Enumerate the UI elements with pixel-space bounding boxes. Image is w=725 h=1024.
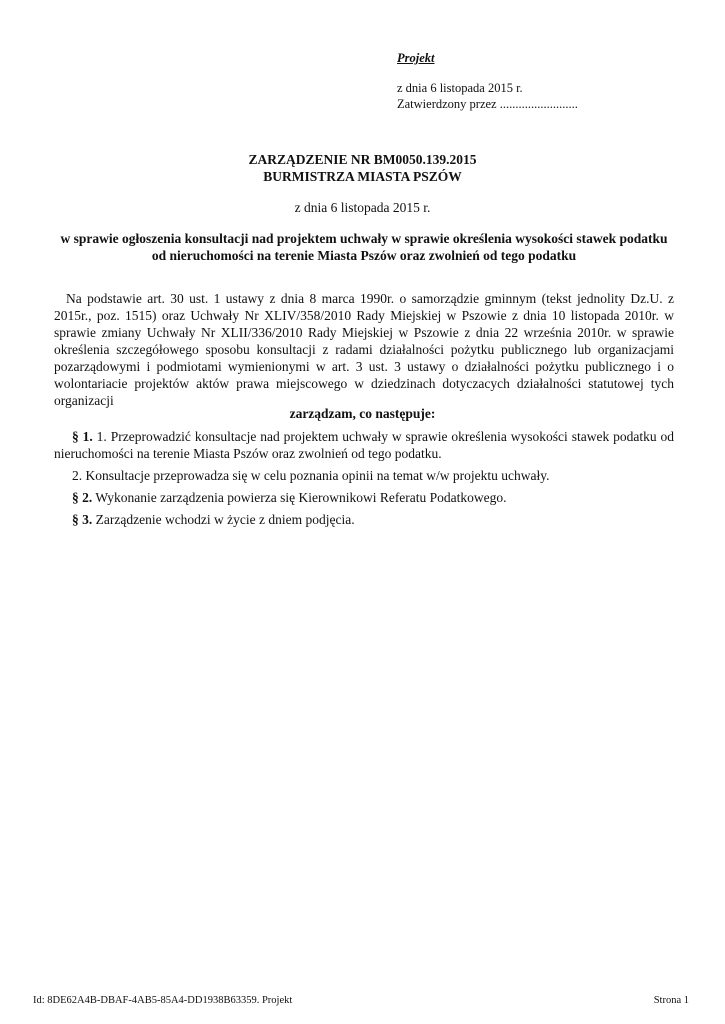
footer-document-id: Id: 8DE62A4B-DBAF-4AB5-85A4-DD1938B63359. Projekt	[33, 995, 293, 1006]
section-2-text: Wykonanie zarządzenia powierza się Kierownikowi Referatu Podatkowego.	[92, 490, 507, 505]
section-3-paragraph	[54, 511, 674, 528]
section-1-point-2: 2. Konsultacje przeprowadza się w celu poznania opinii na temat w/w projektu uchwały.	[72, 468, 550, 483]
decree-heading: zarządzam, co następuje:	[289, 406, 436, 421]
project-date: z dnia 6 listopada 2015 r.	[397, 81, 523, 95]
title-line-1: ZARZĄDZENIE NR BM0050.139.2015	[248, 152, 477, 167]
project-label: Projekt	[397, 51, 435, 65]
approved-by-line: Zatwierdzony przez .........................	[397, 97, 578, 111]
section-2-mark: § 2.	[72, 490, 93, 505]
section-2-paragraph	[54, 489, 674, 506]
section-1-mark: § 1.	[72, 429, 93, 444]
footer-page-number: Strona 1	[653, 995, 689, 1006]
section-3-mark: § 3.	[72, 512, 93, 527]
document-title	[0, 151, 725, 185]
legal-basis-paragraph: Na podstawie art. 30 ust. 1 ustawy z dnia 8 marca 1990r. o samorządzie gminnym (tekst jednolity Dz.U. z 2015r., poz. 1515) oraz Uchwały Nr XLIV/358/2010 Rady Miejskiej w Pszowie z dnia 10 listopada 2010r. w sprawie zmiany Uchwały Nr XLII/336/2010 Rady Miejskiej w Pszowie z dnia 22 września 2010r. w sprawie określenia szczegółowego sposobu konsultacji z radami działalności pożytku publicznego lub organizacjami pozarządowymi i podmiotami wymienionymi w art. 3 ust. 3 ustawy o działalności pożytku publicznego i o wolontariacie projektów aktów prawa miejscowego w dziedzinach dotyczacych działalności statutowej tych organizacji	[54, 291, 674, 408]
section-1-text: 1. Przeprowadzić konsultacje nad projektem uchwały w sprawie określenia wysokości stawek podatku od nieruchomości na terenie Miasta Pszów oraz zwolnień od tego podatku.	[54, 429, 674, 461]
title-line-2: BURMISTRZA MIASTA PSZÓW	[263, 169, 462, 184]
project-header	[397, 50, 697, 112]
document-subject: w sprawie ogłoszenia konsultacji nad projektem uchwały w sprawie określenia wysokości stawek podatku od nieruchomości na terenie Miasta Pszów oraz zwolnień od tego podatku	[60, 231, 668, 263]
section-1-paragraph	[54, 428, 674, 462]
document-date: z dnia 6 listopada 2015 r.	[294, 200, 431, 215]
section-3-text: Zarządzenie wchodzi w życie z dniem podjęcia.	[92, 512, 355, 527]
